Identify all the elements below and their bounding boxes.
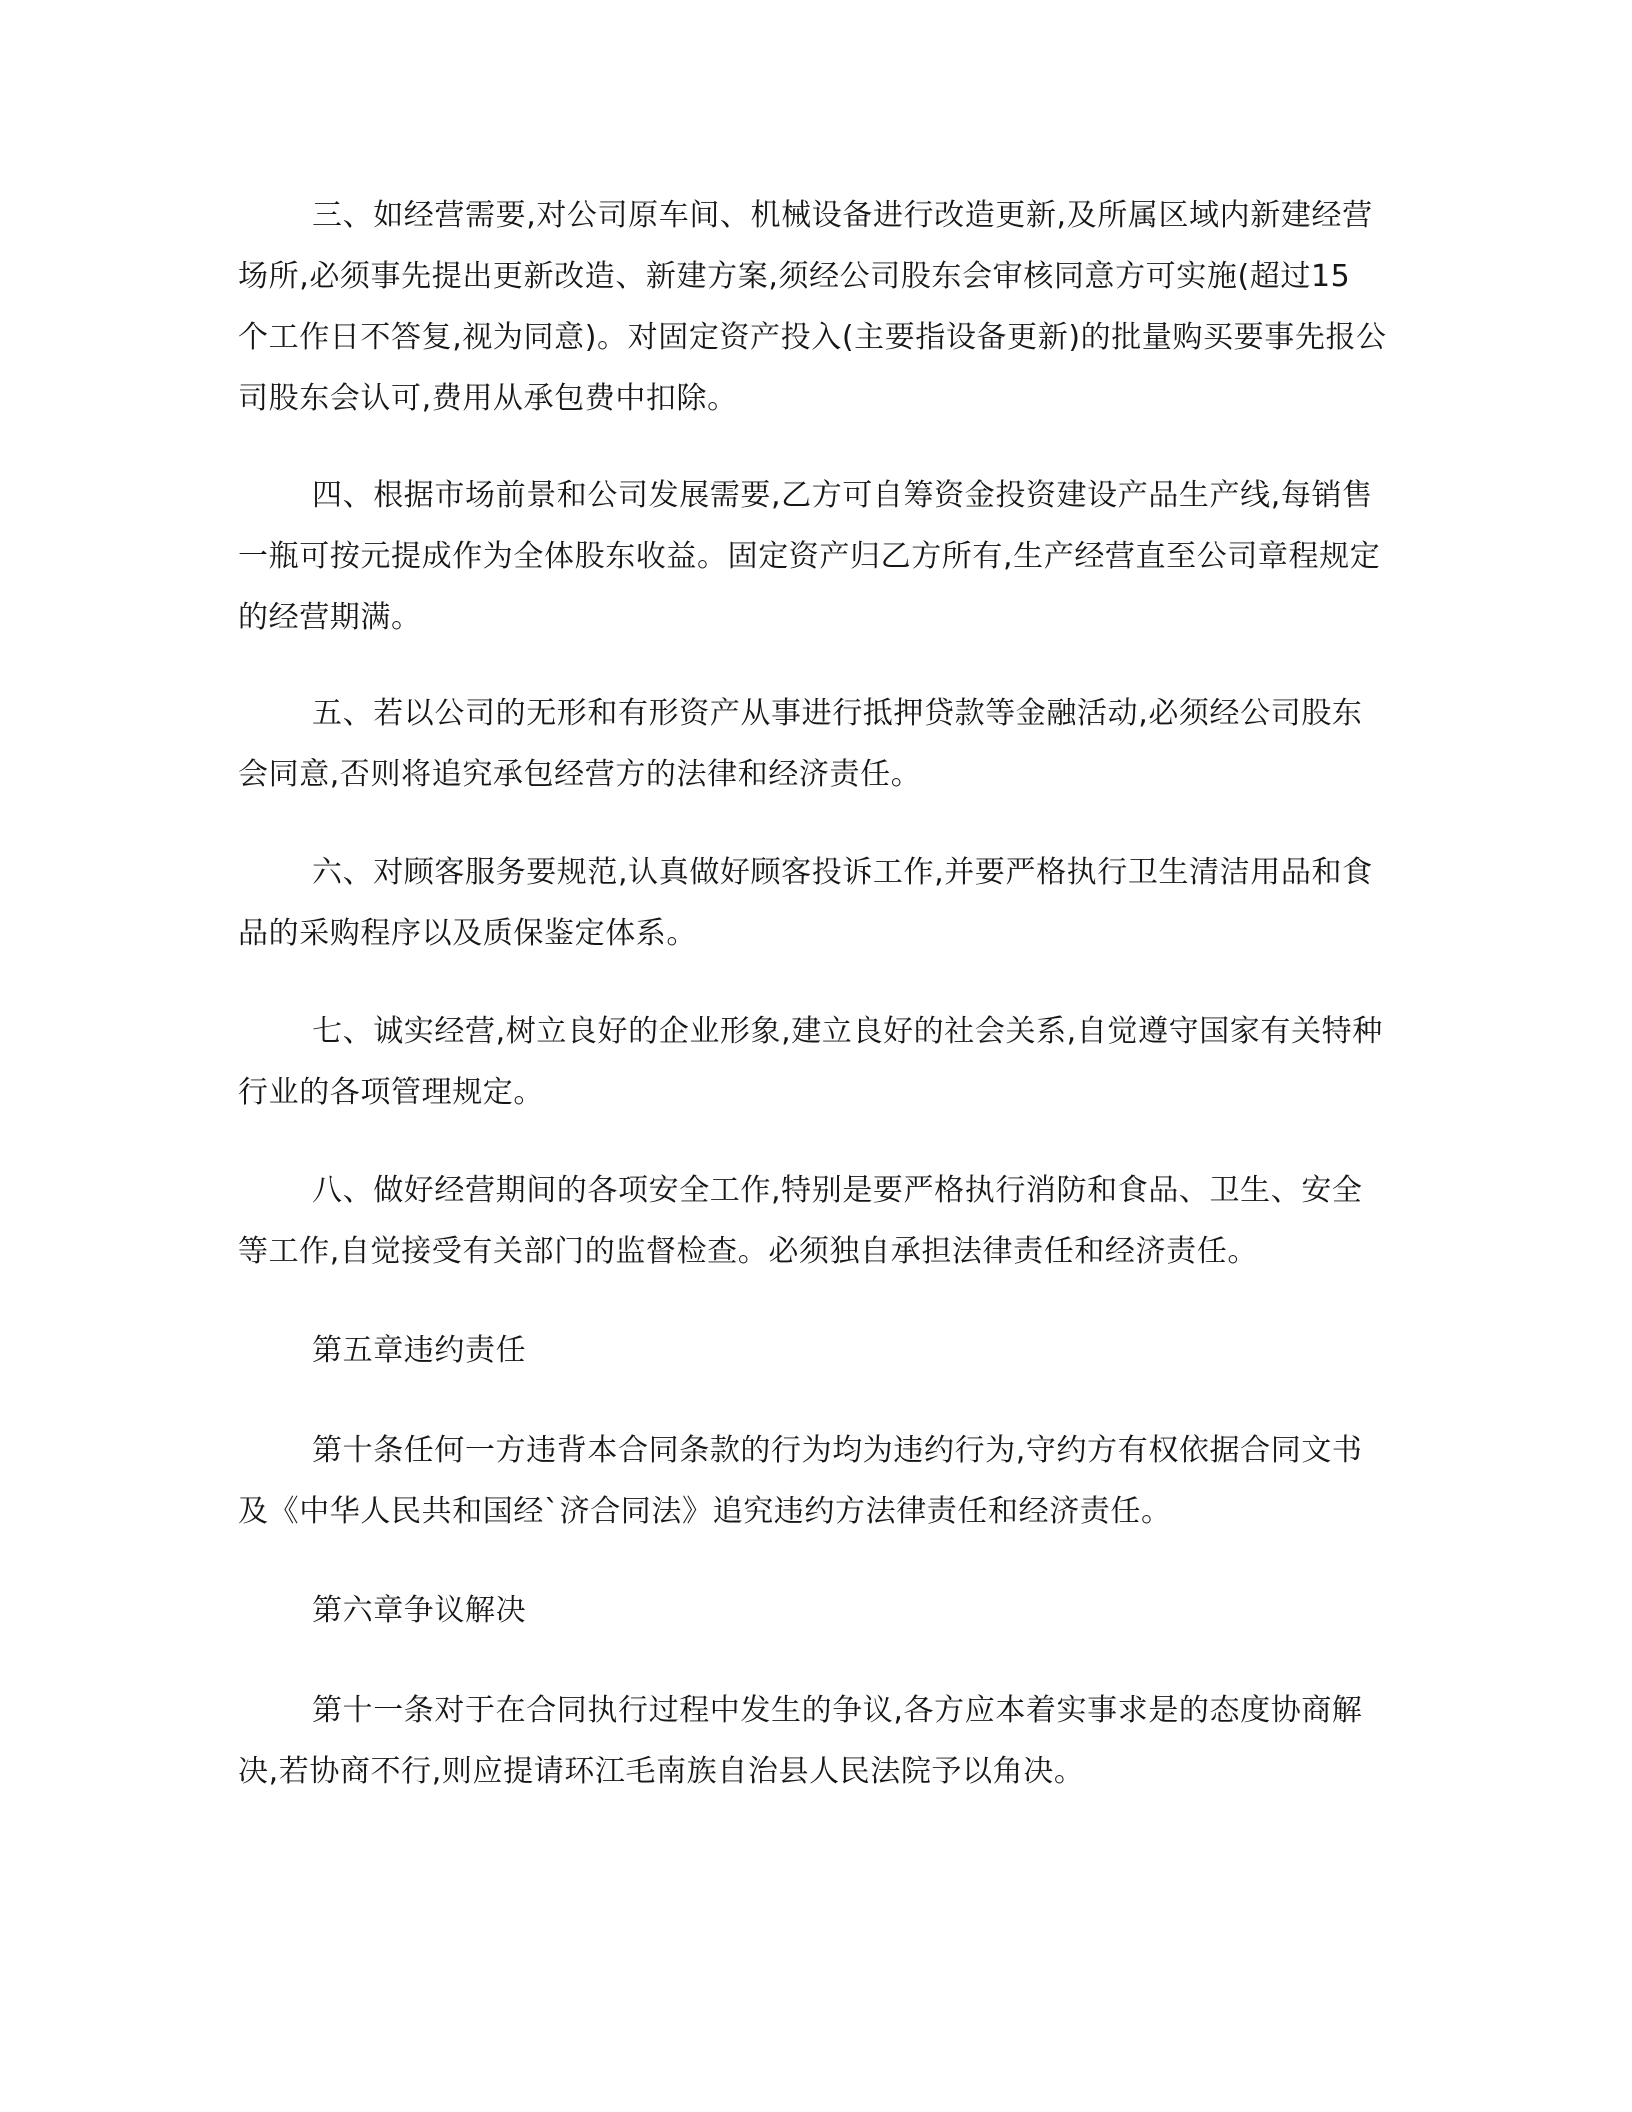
clause-8-paragraph: 八、做好经营期间的各项安全工作,特别是要严格执行消防和食品、卫生、安全等工作,自觉接受有关部门的监督检查。必须独自承担法律责任和经济责任。: [238, 1173, 1363, 1269]
clause-5-paragraph: 五、若以公司的无形和有形资产从事进行抵押贷款等金融活动,必须经公司股东会同意,否则将追究承包经营方的法律和经济责任。: [238, 696, 1363, 792]
chapter-6-heading: 第六章争议解决: [312, 1593, 527, 1628]
article-11-paragraph: 第十一条对于在合同执行过程中发生的争议,各方应本着实事求是的态度协商解决,若协商不行,则应提请环江毛南族自治县人民法院予以角决。: [238, 1693, 1363, 1789]
clause-3-paragraph: 三、如经营需要,对公司原车间、机械设备进行改造更新,及所属区域内新建经营场所,必须事先提出更新改造、新建方案,须经公司股东会审核同意方可实施(超过15 个工作日不答复,视为同意)。对固定资产投入(主要指设备更新)的批量购买要事先报公司股东会认可,费用从承包费中扣除。: [238, 198, 1387, 416]
clause-7-paragraph: 七、诚实经营,树立良好的企业形象,建立良好的社会关系,自觉遵守国家有关特种行业的各项管理规定。: [238, 1014, 1383, 1110]
clause-4-paragraph: 四、根据市场前景和公司发展需要,乙方可自筹资金投资建设产品生产线,每销售一瓶可按元提成作为全体股东收益。固定资产归乙方所有,生产经营直至公司章程规定的经营期满。: [238, 478, 1381, 635]
article-10-paragraph: 第十条任何一方违背本合同条款的行为均为违约行为,守约方有权依据合同文书及《中华人民共和国经`济合同法》追究违约方法律责任和经济责任。: [238, 1433, 1363, 1529]
clause-6-paragraph: 六、对顾客服务要规范,认真做好顾客投诉工作,并要严格执行卫生清洁用品和食品的采购程序以及质保鉴定体系。: [238, 855, 1373, 951]
chapter-5-heading: 第五章违约责任: [312, 1333, 527, 1368]
